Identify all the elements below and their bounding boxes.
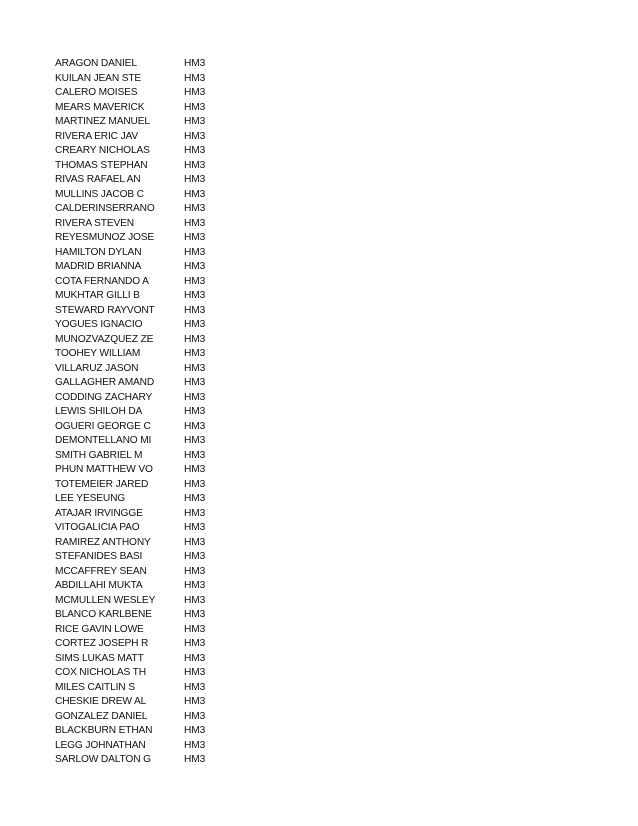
- member-name: VITOGALICIA PAO: [55, 522, 140, 533]
- roster-row: [55, 115, 224, 130]
- roster-row: [55, 478, 224, 493]
- roster-row: [55, 666, 224, 681]
- roster-row: [55, 550, 224, 565]
- roster-row: [55, 72, 224, 87]
- member-rate: HM3: [184, 188, 206, 200]
- member-rate: HM3: [184, 681, 206, 693]
- member-rate: HM3: [184, 536, 206, 548]
- roster-row: [55, 637, 224, 652]
- member-name: LEWIS SHILOH DA: [55, 406, 143, 417]
- member-name: MUNOZVAZQUEZ ZE: [55, 333, 154, 345]
- member-rate: HM3: [184, 101, 206, 113]
- member-name: GALLAGHER AMAND: [55, 377, 155, 388]
- member-rate: HM3: [184, 319, 206, 330]
- roster-row: [55, 463, 224, 478]
- member-name: SIMS LUKAS MATT: [55, 652, 144, 664]
- member-rate: HM3: [184, 507, 206, 519]
- member-name: DEMONTELLANO MI: [55, 435, 152, 446]
- member-rate: HM3: [184, 58, 206, 69]
- roster-row: [55, 420, 224, 435]
- member-name: LEE YESEUNG: [55, 493, 126, 504]
- member-name: MULLINS JACOB C: [55, 188, 144, 200]
- member-rate: HM3: [184, 174, 206, 185]
- roster-row: [55, 86, 224, 101]
- roster-row: [55, 434, 224, 449]
- member-name: VILLARUZ JASON: [55, 362, 139, 374]
- member-rate: HM3: [184, 449, 206, 461]
- member-name: MUKHTAR GILLI B: [55, 290, 140, 301]
- roster-row: [55, 318, 224, 333]
- member-rate: HM3: [184, 246, 206, 258]
- member-rate: HM3: [184, 261, 206, 272]
- roster-row: [55, 492, 224, 507]
- member-rate: HM3: [184, 623, 206, 635]
- member-name: ATAJAR IRVINGGE: [55, 507, 143, 519]
- member-rate: HM3: [184, 348, 206, 359]
- member-rate: HM3: [184, 565, 206, 577]
- roster-row: [55, 202, 224, 217]
- member-rate: HM3: [184, 391, 206, 403]
- member-rate: HM3: [184, 333, 206, 345]
- member-rate: HM3: [184, 652, 206, 664]
- member-name: STEFANIDES BASI: [55, 551, 143, 562]
- member-rate: HM3: [184, 710, 206, 722]
- roster-row: [55, 695, 224, 710]
- roster-row: [55, 260, 224, 275]
- member-name: CALERO MOISES: [55, 87, 138, 98]
- member-name: KUILAN JEAN STE: [55, 72, 142, 84]
- member-rate: HM3: [184, 493, 206, 504]
- roster-row: [55, 57, 224, 72]
- roster-row: [55, 652, 224, 667]
- member-name: TOOHEY WILLIAM: [55, 348, 141, 359]
- member-rate: HM3: [184, 203, 206, 214]
- roster-row: [55, 144, 224, 159]
- roster-row: [55, 507, 224, 522]
- member-rate: HM3: [184, 159, 206, 171]
- member-name: OGUERI GEORGE C: [55, 420, 151, 432]
- member-rate: HM3: [184, 290, 206, 301]
- roster-row: [55, 304, 224, 319]
- member-name: MEARS MAVERICK: [55, 101, 145, 113]
- member-name: RIVERA STEVEN: [55, 217, 135, 229]
- roster-row: [55, 579, 224, 594]
- roster-row: [55, 608, 224, 623]
- member-rate: HM3: [184, 145, 206, 156]
- member-rate: HM3: [184, 739, 206, 751]
- roster-row: [55, 710, 224, 725]
- roster-row: [55, 449, 224, 464]
- roster-row: [55, 565, 224, 580]
- member-rate: HM3: [184, 551, 206, 562]
- member-rate: HM3: [184, 594, 206, 606]
- member-rate: HM3: [184, 522, 206, 533]
- member-name: SMITH GABRIEL M: [55, 449, 143, 461]
- roster-row: [55, 159, 224, 174]
- roster-row: [55, 275, 224, 290]
- member-name: COTA FERNANDO A: [55, 275, 149, 287]
- roster-row: [55, 521, 224, 536]
- member-rate: HM3: [184, 696, 206, 707]
- member-name: STEWARD RAYVONT: [55, 304, 155, 316]
- member-name: RAMIREZ ANTHONY: [55, 536, 151, 548]
- roster-row: [55, 405, 224, 420]
- member-rate: HM3: [184, 725, 206, 736]
- member-rate: HM3: [184, 377, 206, 388]
- member-name: CREARY NICHOLAS: [55, 145, 150, 156]
- roster-row: [55, 391, 224, 406]
- member-name: MILES CAITLIN S: [55, 681, 135, 693]
- member-rate: HM3: [184, 217, 206, 229]
- member-rate: HM3: [184, 478, 206, 490]
- member-rate: HM3: [184, 464, 206, 475]
- member-rate: HM3: [184, 609, 206, 620]
- member-rate: HM3: [184, 435, 206, 446]
- member-name: LEGG JOHNATHAN: [55, 739, 146, 751]
- member-name: GONZALEZ DANIEL: [55, 710, 148, 722]
- member-rate: HM3: [184, 580, 206, 591]
- member-name: MCMULLEN WESLEY: [55, 594, 156, 606]
- member-name: CHESKIE DREW AL: [55, 696, 147, 707]
- roster-row: [55, 536, 224, 551]
- member-name: ARAGON DANIEL: [55, 58, 137, 69]
- roster-row: [55, 217, 224, 232]
- member-name: REYESMUNOZ JOSE: [55, 232, 155, 243]
- member-rate: HM3: [184, 130, 206, 142]
- roster-row: [55, 347, 224, 362]
- member-name: THOMAS STEPHAN: [55, 159, 148, 171]
- roster-row: [55, 188, 224, 203]
- roster-row: [55, 362, 224, 377]
- member-rate: HM3: [184, 116, 206, 127]
- member-name: RIVAS RAFAEL AN: [55, 174, 141, 185]
- roster-row: [55, 101, 224, 116]
- roster-row: [55, 681, 224, 696]
- member-rate: HM3: [184, 304, 206, 316]
- member-rate: HM3: [184, 362, 206, 374]
- member-name: RICE GAVIN LOWE: [55, 623, 144, 635]
- roster-row: [55, 333, 224, 348]
- roster-row: [55, 739, 224, 754]
- member-rate: HM3: [184, 420, 206, 432]
- member-name: MCCAFFREY SEAN: [55, 565, 147, 577]
- member-name: RIVERA ERIC JAV: [55, 130, 139, 142]
- member-name: YOGUES IGNACIO: [55, 319, 143, 330]
- member-name: CORTEZ JOSEPH R: [55, 638, 149, 649]
- roster-row: [55, 594, 224, 609]
- roster-row: [55, 231, 224, 246]
- roster-row: [55, 173, 224, 188]
- roster-row: [55, 289, 224, 304]
- member-name: BLACKBURN ETHAN: [55, 725, 153, 736]
- member-rate: HM3: [184, 406, 206, 417]
- roster-row: [55, 623, 224, 638]
- member-name: MARTINEZ MANUEL: [55, 116, 150, 127]
- member-name: SARLOW DALTON G: [55, 754, 151, 765]
- member-rate: HM3: [184, 667, 206, 678]
- member-name: CALDERINSERRANO: [55, 203, 155, 214]
- member-rate: HM3: [184, 754, 206, 765]
- member-rate: HM3: [184, 72, 206, 84]
- member-rate: HM3: [184, 275, 206, 287]
- member-rate: HM3: [184, 87, 206, 98]
- member-name: BLANCO KARLBENE: [55, 609, 152, 620]
- member-name: ABDILLAHI MUKTA: [55, 580, 143, 591]
- member-rate: HM3: [184, 638, 206, 649]
- roster-list: [55, 57, 224, 768]
- member-name: CODDING ZACHARY: [55, 391, 153, 403]
- member-name: MADRID BRIANNA: [55, 261, 142, 272]
- roster-row: [55, 376, 224, 391]
- member-name: COX NICHOLAS TH: [55, 667, 146, 678]
- member-name: TOTEMEIER JARED: [55, 478, 149, 490]
- roster-row: [55, 130, 224, 145]
- member-name: PHUN MATTHEW VO: [55, 464, 153, 475]
- roster-row: [55, 753, 224, 768]
- roster-row: [55, 724, 224, 739]
- roster-row: [55, 246, 224, 261]
- member-rate: HM3: [184, 232, 206, 243]
- member-name: HAMILTON DYLAN: [55, 246, 142, 258]
